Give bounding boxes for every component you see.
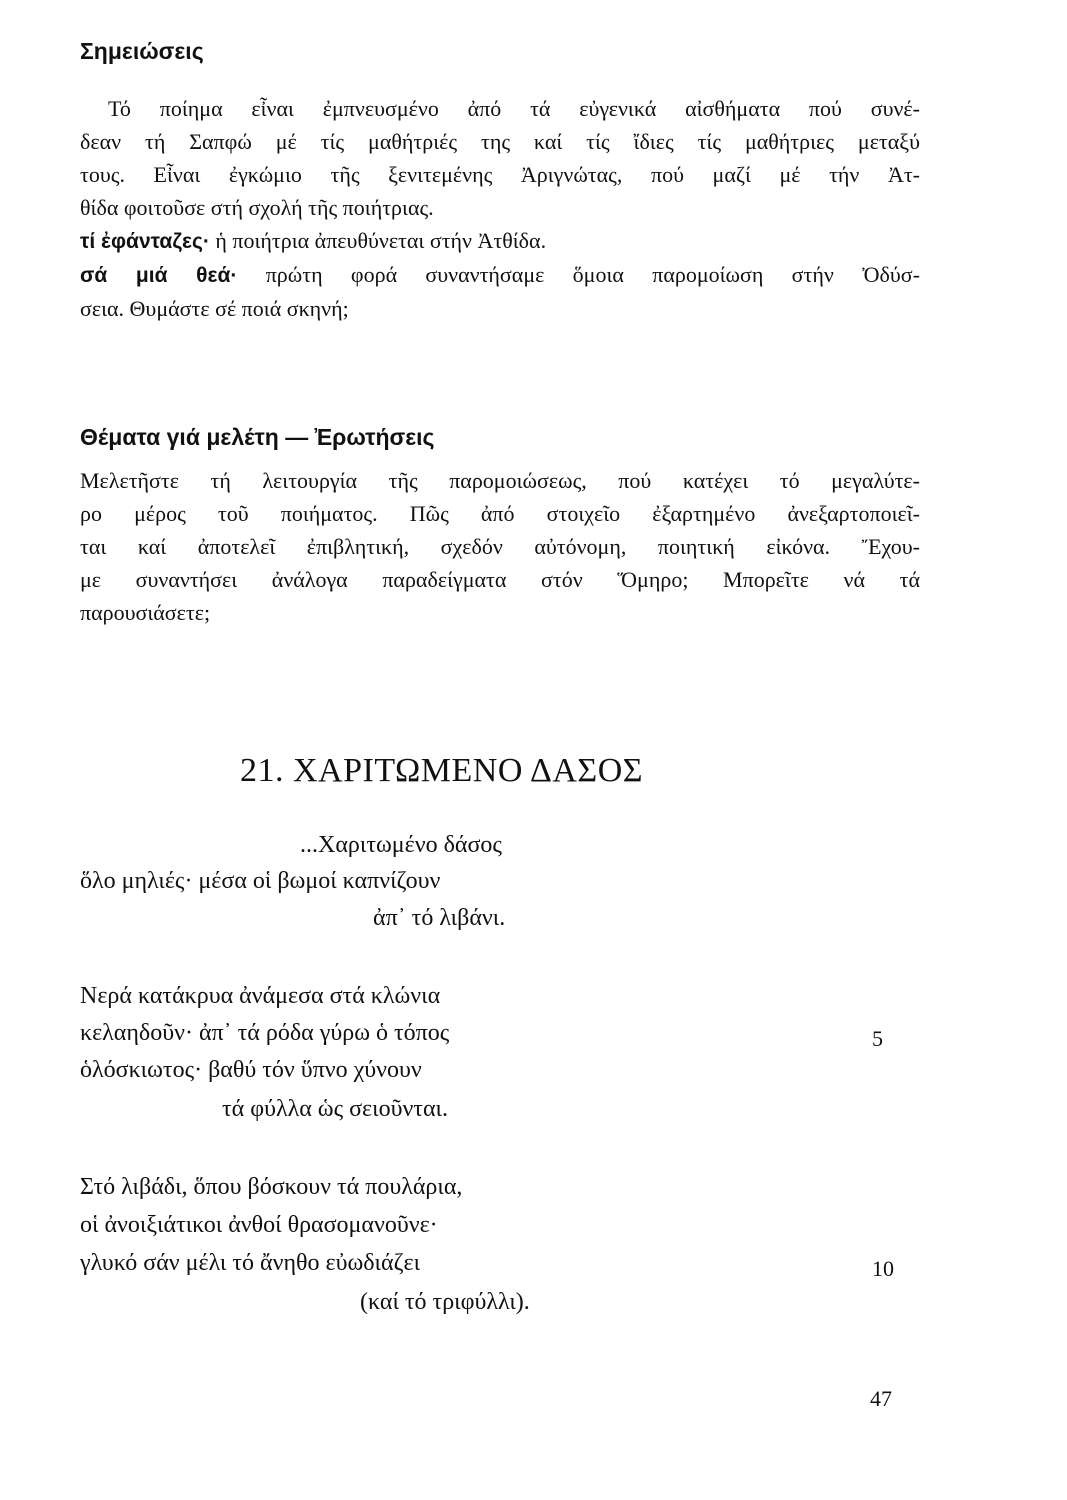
notes-intro-paragraph xyxy=(80,92,920,325)
poem-line: ἀπ᾽ τό λιβάνι. xyxy=(373,905,506,931)
poem-line: (καί τό τριφύλλι). xyxy=(360,1289,530,1315)
poem-line: Στό λιβάδι, ὅπου βόσκουν τά πουλάρια, xyxy=(80,1174,463,1200)
line-number: 10 xyxy=(872,1256,894,1281)
poem-line: γλυκό σάν μέλι τό ἄνηθο εὐωδιάζει xyxy=(80,1250,421,1276)
poem-title: 21. ΧΑΡΙΤΩΜΕΝΟ ΔΑΣΟΣ xyxy=(240,752,644,789)
note-2 xyxy=(80,258,920,292)
notes-intro-line: Τό ποίημα εἶναι ἐμπνευσμένο ἀπό τά εὐγενικά αἰσθήματα πού συνέ- xyxy=(108,96,920,121)
note-1 xyxy=(80,224,920,258)
poem-line: Νερά κατάκρυα ἀνάμεσα στά κλώνια xyxy=(80,983,441,1009)
note-1-text: ἡ ποιήτρια ἀπευθύνεται στήν Ἀτθίδα. xyxy=(215,228,547,253)
poem-line: ὅλο μηλιές· μέσα οἱ βωμοί καπνίζουν xyxy=(80,868,441,894)
notes-intro-line: τους. Εἶναι ἐγκώμιο τῆς ξενιτεμένης Ἀριγνώτας, πού μαζί μέ τήν Ἀτ- xyxy=(80,162,920,187)
study-line: ρο μέρος τοῦ ποιήματος. Πῶς ἀπό στοιχεῖο ἐξαρτημένο ἀνεξαρτοποιεῖ- xyxy=(80,501,920,526)
notes-intro-line: θίδα φοιτοῦσε στή σχολή τῆς ποιήτριας. xyxy=(80,195,434,220)
study-paragraph xyxy=(80,464,920,629)
study-heading: Θέματα γιά μελέτη — Ἐρωτήσεις xyxy=(80,424,435,450)
line-number: 5 xyxy=(872,1026,883,1051)
note-2-continuation: σεια. Θυμάστε σέ ποιά σκηνή; xyxy=(80,296,349,321)
poem-line: τά φύλλα ὡς σειοῦνται. xyxy=(222,1096,448,1122)
study-line: με συναντήσει ἀνάλογα παραδείγματα στόν Ὅμηρο; Μπορεῖτε νά τά xyxy=(80,567,920,592)
note-2-text: πρώτη φορά συναντήσαμε ὅμοια παρομοίωση στήν Ὀδύσ- xyxy=(265,262,920,287)
poem-line: οἱ ἀνοιξιάτικοι ἀνθοί θρασομανοῦνε· xyxy=(80,1212,438,1238)
poem-line: κελαηδοῦν· ἀπ᾽ τά ρόδα γύρω ὁ τόπος xyxy=(80,1020,450,1046)
page-number: 47 xyxy=(870,1386,892,1411)
study-line: παρουσιάσετε; xyxy=(80,600,211,625)
poem-line: ...Χαριτωμένο δάσος xyxy=(300,832,502,858)
notes-heading: Σημειώσεις xyxy=(80,38,204,64)
notes-intro-line: δεαν τή Σαπφώ μέ τίς μαθήτριές της καί τίς ἴδιες τίς μαθήτριες μεταξύ xyxy=(80,129,920,154)
poem-line: ὁλόσκιωτος· βαθύ τόν ὕπνο χύνουν xyxy=(80,1057,422,1083)
study-line: ται καί ἀποτελεῖ ἐπιβλητική, σχεδόν αὐτόνομη, ποιητική εἰκόνα. Ἔχου- xyxy=(80,534,920,559)
note-2-term: σά μιά θεά· xyxy=(80,264,238,287)
note-1-term: τί ἐφάνταζες· xyxy=(80,230,210,253)
study-line: Μελετῆστε τή λειτουργία τῆς παρομοιώσεως, πού κατέχει τό μεγαλύτε- xyxy=(80,468,920,493)
